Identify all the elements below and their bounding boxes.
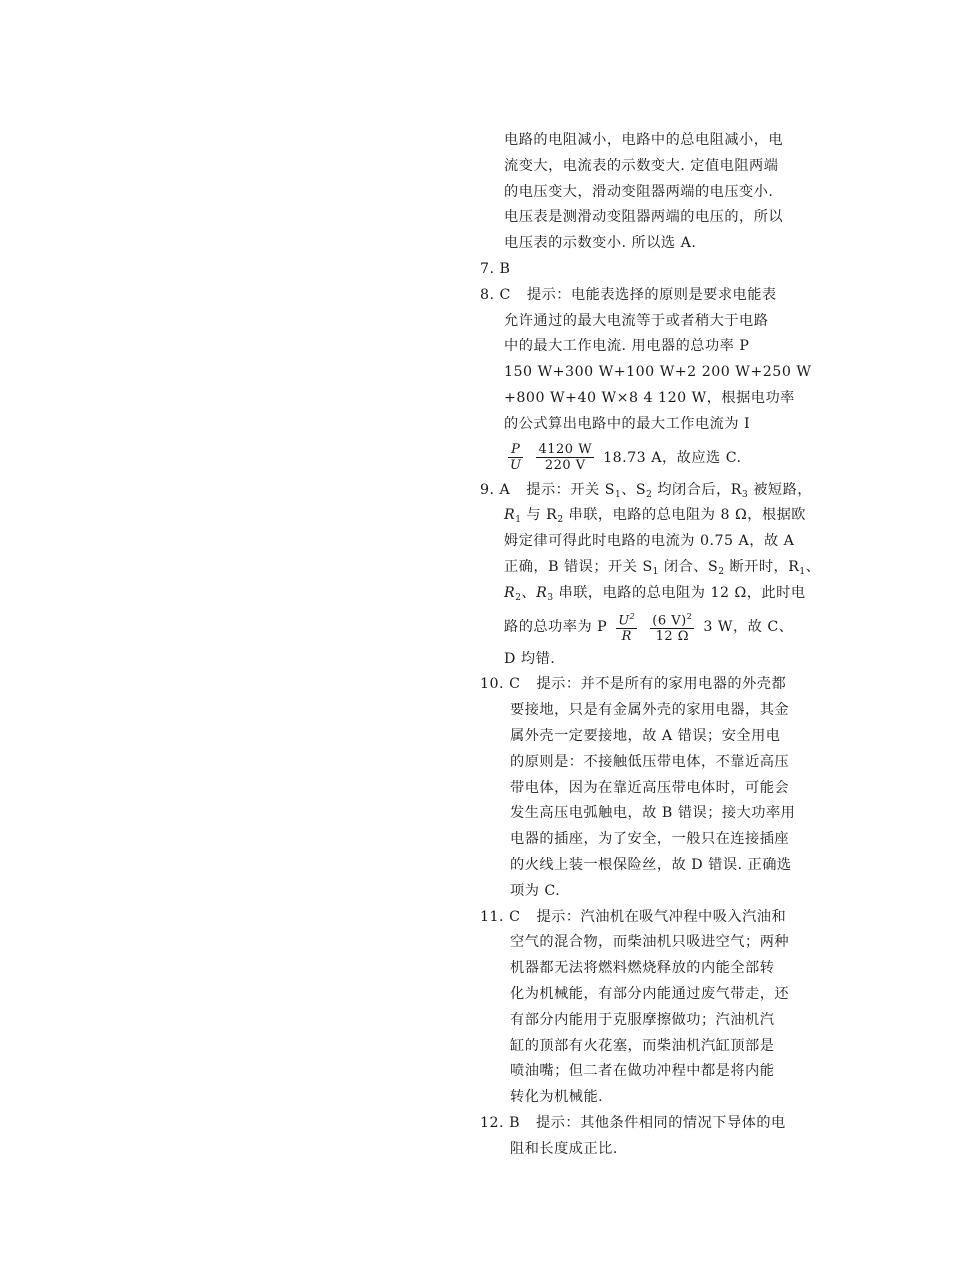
text-line: 正确，B 错误；开关 $S_1$ 闭合、$S_2$ 断开时，$R_1$、 [504,558,821,577]
text-line: D 均错. [504,650,556,667]
text-line: 的火线上装一根保险丝，故 D 错误. 正确选 [510,856,792,873]
text-line: 的原则是：不接触低压带电体，不靠近高压 [510,753,790,770]
fraction: $\frac{4120 W}{220 V}$ [538,442,593,474]
text-span: 3 W，故 C、 [703,618,794,635]
text-line: 空气的混合物，而柴油机只吸进空气；两种 [510,934,790,951]
text-line: +800 W+40 W×8 4 120 W，根据电功率 [504,389,795,406]
text-line: 项为 C. [510,882,561,899]
text-line: 属外壳一定要接地，故 A 错误；安全用电 [510,727,781,744]
text-line: 机器都无法将燃料燃烧释放的内能全部转 [510,960,775,977]
text-line: 化为机械能，有部分内能通过废气带走，还 [510,985,790,1002]
answer-7: 7. B [480,260,511,277]
formula-line: 路的总功率为 P $\frac{U^2}{R}$ $\frac{(6 V)^2}{12 \Omega}$ 3 W，故 C、 [480,607,820,647]
hint-text: 提示：电能表选择的原则是要求电能表 [526,286,777,303]
formula-line [480,438,820,478]
answer-8-header [480,283,820,309]
answer-10-header [480,672,820,698]
text-line: 的电压变大，滑动变阻器两端的电压变小. [504,183,774,200]
text-line: 允许通过的最大电流等于或者稍大于电路 [504,312,769,329]
text-line: 的公式算出电路中的最大工作电流为 I [504,415,751,432]
text-line: 发生高压电弧触电，故 B 错误；接大功率用 [510,805,796,822]
fraction: $\frac{P}{U}$ [510,442,522,474]
text-line: 有部分内能用于克服摩擦做功；汽油机汽 [510,1011,775,1028]
answer-12-header [480,1111,820,1137]
text-line: 流变大，电流表的示数变大. 定值电阻两端 [504,157,779,174]
hint-text: 提示：其他条件相同的情况下导体的电 [536,1114,786,1131]
hint-text: 提示：汽油机在吸气冲程中吸入汽油和 [536,908,787,925]
text-span: 18.73 A，故应选 C. [603,449,742,466]
text-line: 电压表的示数变小. 所以选 A. [504,235,697,252]
text-line: 缸的顶部有火花塞，而柴油机汽缸顶部是 [510,1037,775,1054]
text-line: $R_2$、$R_3$ 串联，电路的总电阻为 12 Ω，此时电 [504,584,806,603]
text-line: 电路的电阻减小，电路中的总电阻减小，电 [504,132,784,148]
answer-number: 8. C [480,286,511,303]
text-line: 电压表是测滑动变阻器两端的电压的，所以 [504,209,784,226]
text-line: 150 W+300 W+100 W+2 200 W+250 W [504,364,812,381]
answer-9-header: 9. A 提示：开关 $S_1$、$S_2$ 均闭合后，$R_3$ 被短路， [480,481,812,500]
text-line: 阻和长度成正比. [510,1140,618,1157]
fraction: $\frac{U^2}{R}$ [616,609,637,644]
text-line: $R_1$ 与 $R_2$ 串联，电路的总电阻为 8 Ω，根据欧 [504,507,806,526]
hint-text: 提示：并不是所有的家用电器的外壳都 [536,676,787,693]
answer-number: 11. C [480,908,521,925]
text-line: 姆定律可得此时电路的电流为 0.75 A，故 A [504,533,795,550]
answer-number: 10. C [480,676,521,693]
answer-11-header [480,905,820,931]
text-line: 转化为机械能. [510,1089,604,1106]
text-line: 中的最大工作电流. 用电器的总功率 P [504,338,750,355]
answer-column [480,128,820,1162]
answer-number: 9. A [480,481,511,498]
fraction: $\frac{(6 V)^2}{12 \Omega}$ [650,609,694,644]
text-line: 喷油嘴；但二者在做功冲程中都是将内能 [510,1063,775,1080]
text-line: 带电体，因为在靠近高压带电体时，可能会 [510,779,790,796]
answer-number: 12. B [480,1114,520,1131]
text-line: 电器的插座，为了安全，一般只在连接插座 [510,831,790,848]
text-line: 要接地，只是有金属外壳的家用电器，其金 [510,702,790,719]
